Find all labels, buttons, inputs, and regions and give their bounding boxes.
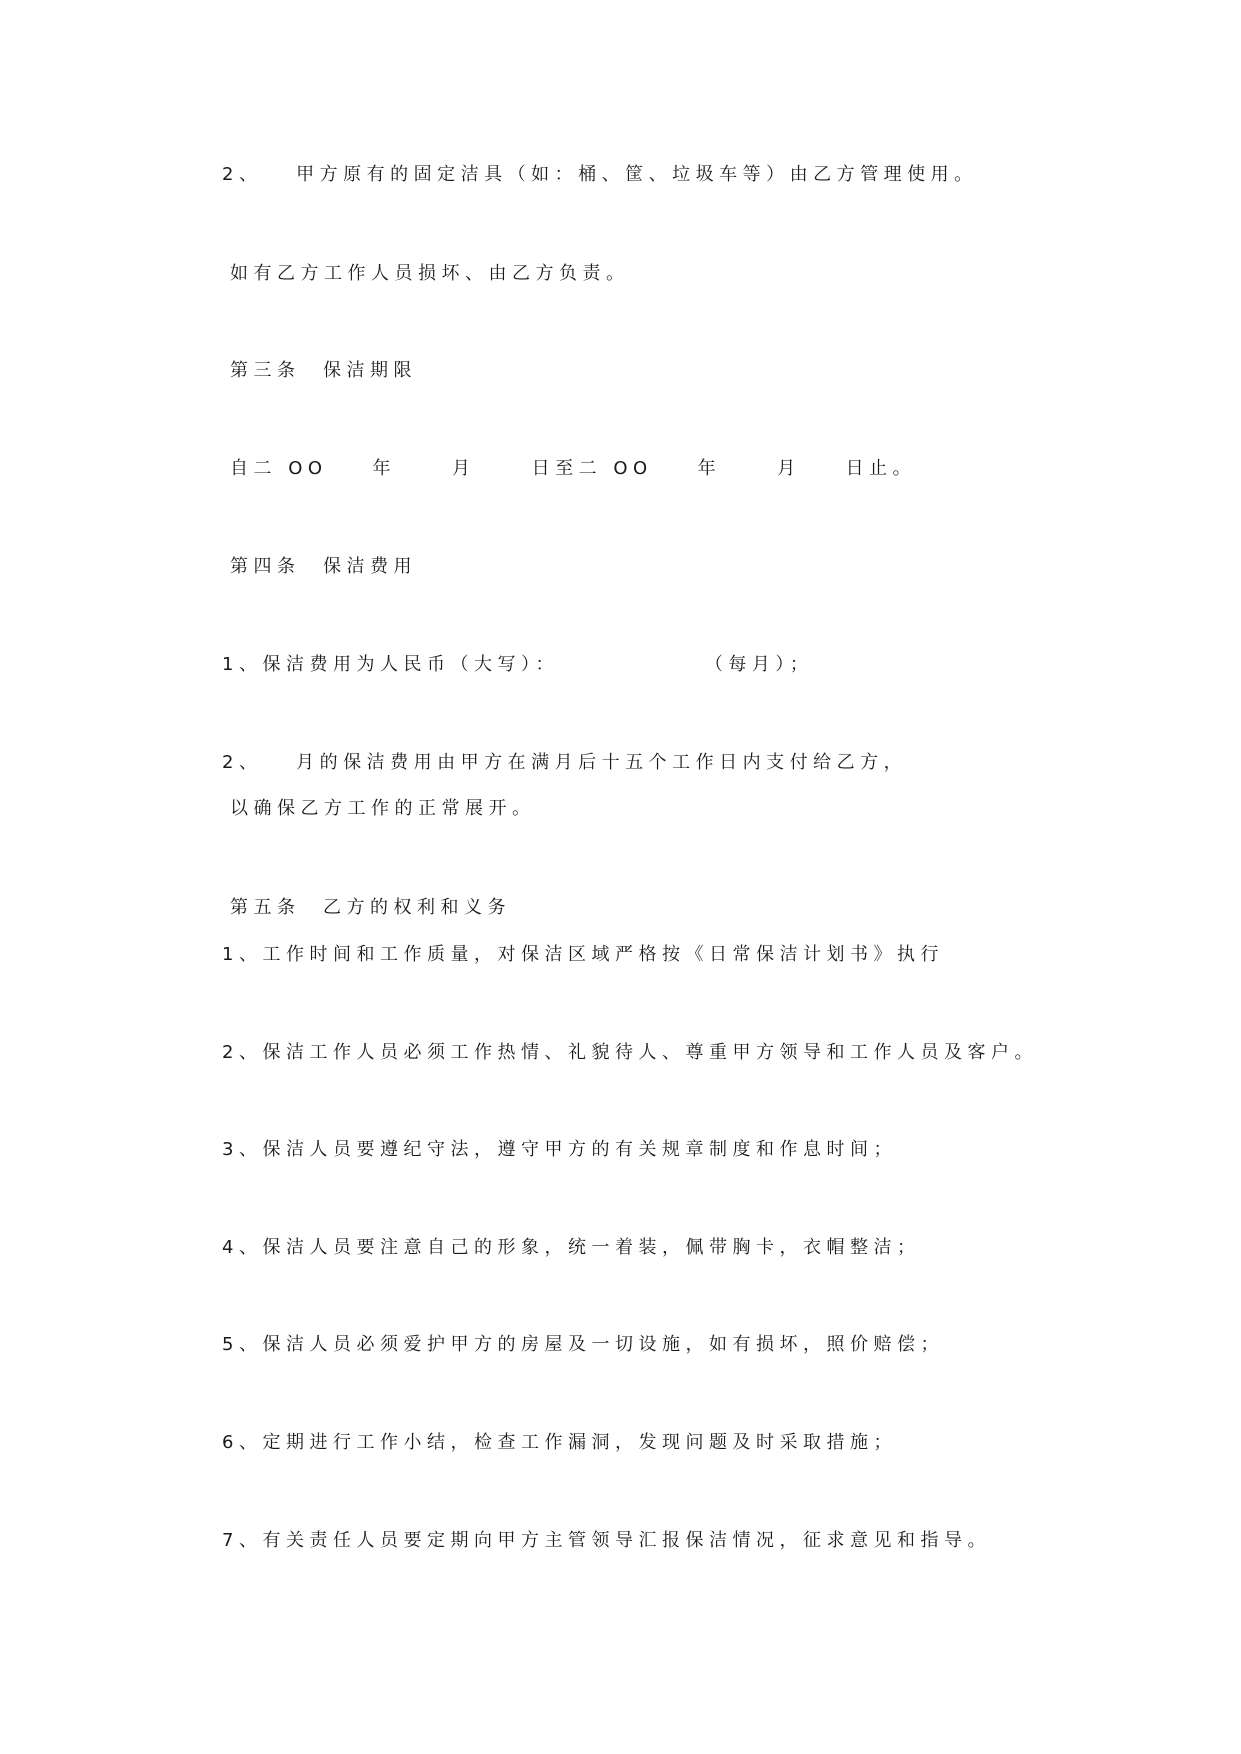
cleaning-period-line: 自二 OO 年 月 日至二 OO 年 月 日止。	[230, 458, 917, 479]
duty-item-1: 1、工作时间和工作质量，对保洁区域严格按《日常保洁计划书》执行	[222, 944, 944, 965]
article-5-heading: 第五条 乙方的权利和义务	[230, 897, 511, 918]
fee-item-2: 2、 月的保洁费用由甲方在满月后十五个工作日内支付给乙方，	[222, 752, 908, 773]
fee-item-2-continuation: 以确保乙方工作的正常展开。	[230, 798, 536, 819]
duty-item-3: 3、保洁人员要遵纪守法，遵守甲方的有关规章制度和作息时间；	[222, 1139, 897, 1160]
clause-2-cleaning-tools: 2、 甲方原有的固定洁具（如：桶、筐、垃圾车等）由乙方管理使用。	[222, 164, 978, 185]
article-3-heading: 第三条 保洁期限	[230, 360, 417, 381]
duty-item-6: 6、定期进行工作小结，检查工作漏洞，发现问题及时采取措施；	[222, 1432, 897, 1453]
duty-item-2: 2、保洁工作人员必须工作热情、礼貌待人、尊重甲方领导和工作人员及客户。	[222, 1042, 1038, 1063]
article-4-heading: 第四条 保洁费用	[230, 556, 417, 577]
duty-item-5: 5、保洁人员必须爱护甲方的房屋及一切设施，如有损坏，照价赔偿；	[222, 1334, 944, 1355]
damage-responsibility-line: 如有乙方工作人员损坏、由乙方负责。	[230, 263, 630, 284]
fee-item-1: 1、保洁费用为人民币（大写）： （每月）；	[222, 654, 814, 675]
duty-item-7: 7、有关责任人员要定期向甲方主管领导汇报保洁情况，征求意见和指导。	[222, 1530, 991, 1551]
duty-item-4: 4、保洁人员要注意自己的形象，统一着装，佩带胸卡，衣帽整洁；	[222, 1237, 921, 1258]
